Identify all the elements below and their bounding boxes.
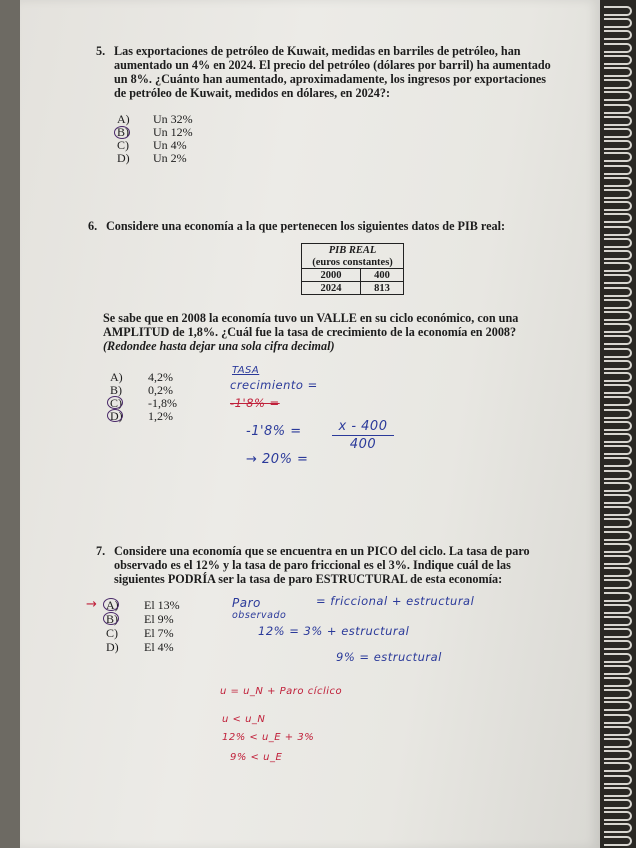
spiral-coil xyxy=(604,604,632,614)
option-text: Un 4% xyxy=(153,138,187,152)
question-5 xyxy=(96,44,566,100)
handwritten-note: → 20% = xyxy=(246,452,309,467)
spiral-coil xyxy=(604,640,632,650)
spiral-coil xyxy=(604,226,632,236)
spiral-coil xyxy=(604,738,632,748)
spiral-coil xyxy=(604,750,632,760)
spiral-coil xyxy=(604,213,632,223)
spiral-coil xyxy=(604,18,632,28)
table-row xyxy=(302,269,404,282)
question-line: Las exportaciones de petróleo de Kuwait, medidas en barriles de petróleo, han xyxy=(114,44,521,58)
option-text: El 13% xyxy=(144,598,180,612)
question-line: AMPLITUD de 1,8%. ¿Cuál fue la tasa de crecimiento de la economía en 2008? xyxy=(103,325,517,339)
spiral-coil xyxy=(604,152,632,162)
handwritten-note: -1'8% = xyxy=(246,424,302,439)
spiral-coil xyxy=(604,445,632,455)
spiral-coil xyxy=(604,262,632,272)
spiral-coil xyxy=(604,665,632,675)
spiral-coil xyxy=(604,689,632,699)
spiral-coil xyxy=(604,457,632,467)
option-letter: B) xyxy=(117,125,129,139)
option-letter: A) xyxy=(117,112,130,126)
spiral-coil xyxy=(604,775,632,785)
spiral-coil xyxy=(604,811,632,821)
question-line: Considere una economía a la que pertenecen los siguientes datos de PIB real: xyxy=(106,219,506,233)
option-letter: D) xyxy=(110,409,123,423)
question-line: Considere una economía que se encuentra en un PICO del ciclo. La tasa de paro xyxy=(114,544,530,558)
handwritten-note: u < u_N xyxy=(222,714,266,725)
spiral-coil xyxy=(604,360,632,370)
spiral-coil xyxy=(604,567,632,577)
handwritten-note: TASA xyxy=(232,365,260,376)
option-text: Un 32% xyxy=(153,112,193,126)
option-letter: C) xyxy=(106,626,118,640)
question-line: (Redondee hasta dejar una sola cifra decimal) xyxy=(103,339,335,353)
spiral-coil xyxy=(604,79,632,89)
option-letter: C) xyxy=(117,138,129,152)
spiral-coil xyxy=(604,372,632,382)
option-text: 1,2% xyxy=(148,409,173,423)
handwritten-note: 12% = 3% + estructural xyxy=(258,624,410,638)
spiral-coil xyxy=(604,494,632,504)
fraction-denominator: 400 xyxy=(349,437,377,452)
spiral-coil xyxy=(604,701,632,711)
spiral-coil xyxy=(604,43,632,53)
spiral-coil xyxy=(604,555,632,565)
spiral-coil xyxy=(604,531,632,541)
spiral-coil xyxy=(604,348,632,358)
option-letter: C) xyxy=(110,396,122,410)
question-number: 6. xyxy=(88,219,98,233)
spiral-coil xyxy=(604,30,632,40)
spiral-coil xyxy=(604,104,632,114)
option-letter: D) xyxy=(106,640,119,654)
handwritten-note: Paro xyxy=(232,596,261,610)
spiral-coil xyxy=(604,335,632,345)
question-line: de petróleo de Kuwait, medidos en dólares, en 2024?: xyxy=(114,86,391,100)
spiral-coil xyxy=(604,116,632,126)
option-text: 0,2% xyxy=(148,383,173,397)
spiral-coil xyxy=(604,323,632,333)
handwritten-note: observado xyxy=(232,610,287,621)
option-letter: B) xyxy=(110,383,122,397)
fraction-numerator: x - 400 xyxy=(338,419,388,434)
question-7 xyxy=(96,544,566,586)
spiral-coil xyxy=(604,91,632,101)
spiral-coil xyxy=(604,726,632,736)
option-text: -1,8% xyxy=(148,396,177,410)
selected-answer-circle xyxy=(103,598,119,611)
exam-page xyxy=(20,0,600,848)
question-line: un 8%. ¿Cuánto han aumentado, aproximadamente, los ingresos por exportaciones xyxy=(114,72,547,86)
handwritten-note: 9% = estructural xyxy=(336,650,442,664)
arrow-icon: → xyxy=(86,597,98,612)
spiral-coil xyxy=(604,628,632,638)
handwritten-fraction xyxy=(332,419,394,452)
option-text: Un 2% xyxy=(153,151,187,165)
table-subheader: (euros constantes) xyxy=(302,256,404,269)
spiral-coil xyxy=(604,165,632,175)
handwritten-note: 12% < u_E + 3% xyxy=(222,732,315,743)
question-line: Se sabe que en 2008 la economía tuvo un VALLE en su ciclo económico, con una xyxy=(103,311,519,325)
spiral-coil xyxy=(604,762,632,772)
notebook-spiral-binding xyxy=(600,0,636,848)
question-6 xyxy=(88,219,568,233)
option-letter: A) xyxy=(110,370,123,384)
spiral-coil xyxy=(604,384,632,394)
table-header: PIB REAL xyxy=(302,244,404,257)
option-letter: D) xyxy=(117,151,130,165)
spiral-coil xyxy=(604,506,632,516)
option-text: El 9% xyxy=(144,612,174,626)
spiral-coil xyxy=(604,299,632,309)
table-cell: 400 xyxy=(361,269,404,282)
table-cell: 2024 xyxy=(302,282,361,295)
spiral-coil xyxy=(604,189,632,199)
spiral-coil xyxy=(604,823,632,833)
spiral-coil xyxy=(604,250,632,260)
selected-answer-circle xyxy=(107,409,123,422)
spiral-coil xyxy=(604,433,632,443)
spiral-coil xyxy=(604,201,632,211)
spiral-coil xyxy=(604,274,632,284)
spiral-coil xyxy=(604,470,632,480)
spiral-coil xyxy=(604,177,632,187)
spiral-coil xyxy=(604,409,632,419)
question-6-body xyxy=(103,311,573,353)
table-cell: 2000 xyxy=(302,269,361,282)
question-number: 5. xyxy=(96,44,106,58)
spiral-coil xyxy=(604,396,632,406)
spiral-coil xyxy=(604,787,632,797)
table-cell: 813 xyxy=(361,282,404,295)
spiral-coil xyxy=(604,238,632,248)
table-row xyxy=(302,282,404,295)
spiral-coil xyxy=(604,799,632,809)
spiral-coil xyxy=(604,653,632,663)
handwritten-note: -1'8% = xyxy=(230,396,280,410)
handwritten-note: = friccional + estructural xyxy=(316,594,475,608)
spiral-coil xyxy=(604,311,632,321)
spiral-coil xyxy=(604,6,632,16)
spiral-coil xyxy=(604,677,632,687)
spiral-coil xyxy=(604,287,632,297)
spiral-coil xyxy=(604,128,632,138)
spiral-coil xyxy=(604,518,632,528)
handwritten-note: 9% < u_E xyxy=(230,752,283,763)
question-line: aumentado un 4% en 2024. El precio del petróleo (dólares por barril) ha aumentado xyxy=(114,58,551,72)
pib-table xyxy=(301,243,404,295)
spiral-coil xyxy=(604,482,632,492)
spiral-coil xyxy=(604,592,632,602)
spiral-coil xyxy=(604,579,632,589)
spiral-coil xyxy=(604,67,632,77)
option-text: El 4% xyxy=(144,640,174,654)
spiral-coil xyxy=(604,55,632,65)
spiral-coil xyxy=(604,543,632,553)
selected-answer-circle xyxy=(107,396,123,409)
fraction-bar xyxy=(332,435,394,436)
handwritten-note: crecimiento = xyxy=(230,378,318,392)
spiral-coil xyxy=(604,836,632,846)
spiral-coil xyxy=(604,421,632,431)
option-letter: B) xyxy=(106,612,118,626)
spiral-coil xyxy=(604,714,632,724)
option-text: Un 12% xyxy=(153,125,193,139)
spiral-coil xyxy=(604,616,632,626)
option-text: 4,2% xyxy=(148,370,173,384)
option-letter: A) xyxy=(106,598,119,612)
question-line: observado es el 12% y la tasa de paro friccional es el 3%. Indique cuál de las xyxy=(114,558,511,572)
handwritten-note: u = u_N + Paro cíclico xyxy=(220,686,343,697)
option-text: El 7% xyxy=(144,626,174,640)
question-number: 7. xyxy=(96,544,106,558)
question-line: siguientes PODRÍA ser la tasa de paro ESTRUCTURAL de esta economía: xyxy=(114,572,503,586)
spiral-coil xyxy=(604,140,632,150)
selected-answer-circle xyxy=(103,612,119,625)
